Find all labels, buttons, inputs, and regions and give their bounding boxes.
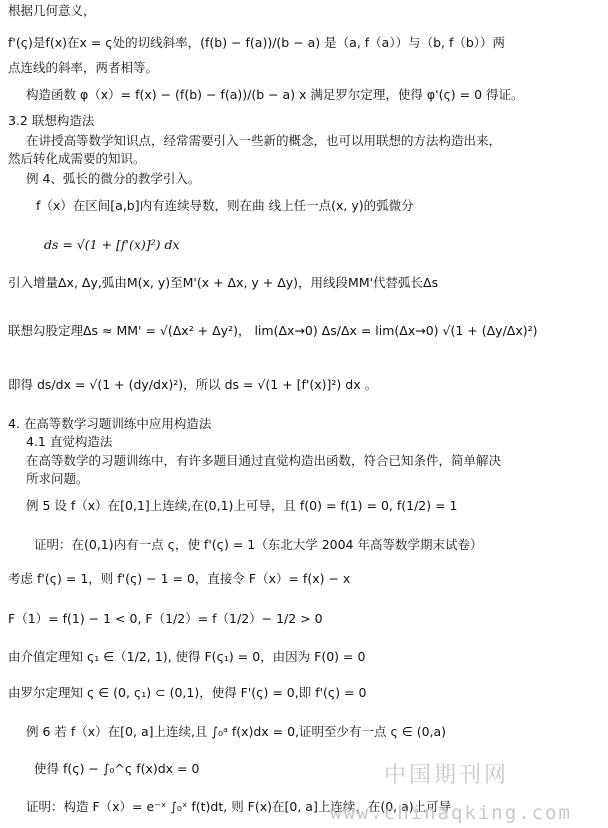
text-line: 在高等数学的习题训练中，有许多题目通过直觉构造出函数，符合已知条件，简单解决 bbox=[26, 453, 502, 468]
text-line: 例 4、弧长的微分的教学引入。 bbox=[26, 171, 201, 186]
text-line: 由罗尔定理知 ς ∈ (0, ς₁) ⊂ (0,1)，使得 F'(ς) = 0,即 f'(ς) = 0 bbox=[8, 685, 367, 700]
text-line: 例 5 设 f（x）在[0,1]上连续,在(0,1)上可导，且 f(0) = f(1) = 0, f(1/2) = 1 bbox=[26, 498, 458, 513]
formula-line: 即得 ds/dx = √(1 + (dy/dx)²)，所以 ds = √(1 + [f'(x)]²) dx 。 bbox=[8, 377, 378, 392]
watermark-logo-text: 中国期刊网 bbox=[384, 763, 510, 788]
formula-line: ds = √(1 + [f'(x)]²) dx bbox=[44, 237, 180, 252]
text-line: 点连线的斜率，两者相等。 bbox=[8, 60, 159, 75]
text-line: 证明：构造 F（x）= e⁻ˣ ∫₀ˣ f(t)dt, 则 F(x)在[0, a]上连续，在(0, a)上可导 bbox=[26, 799, 452, 814]
section-heading: 3.2 联想构造法 bbox=[8, 113, 95, 128]
text-line: 在讲授高等数学知识点，经常需要引入一些新的概念，也可以用联想的方法构造出来， bbox=[26, 133, 502, 148]
text-line: 证明：在(0,1)内有一点 ς，使 f'(ς) = 1（东北大学 2004 年高等数学期末试卷） bbox=[34, 537, 483, 552]
text-line: 根据几何意义， bbox=[8, 3, 96, 18]
text-line: f'(ς)是f(x)在x = ς处的切线斜率，(f(b) − f(a))/(b − a) 是（a, f（a））与（b, f（b））两 bbox=[8, 35, 506, 50]
text-line: f（x）在区间[a,b]内有连续导数，则在曲 线上任一点(x, y)的弧微分 bbox=[36, 198, 414, 213]
section-heading: 4. 在高等数学习题训练中应用构造法 bbox=[8, 416, 212, 431]
text-line: 然后转化成需要的知识。 bbox=[8, 151, 146, 166]
text-line: 由介值定理知 ς₁ ∈（1/2, 1), 使得 F(ς₁) = 0，由因为 F(0) = 0 bbox=[8, 649, 366, 664]
text-line: 构造函数 φ（x）= f(x) − (f(b) − f(a))/(b − a) x 满足罗尔定理，使得 φ'(ς) = 0 得证。 bbox=[26, 87, 524, 102]
section-heading: 4.1 直觉构造法 bbox=[26, 434, 113, 449]
text-line: 引入增量Δx, Δy,弧由M(x, y)至M'(x + Δx, y + Δy)，用线段MM'代替弧长Δs bbox=[8, 275, 439, 290]
text-line: 例 6 若 f（x）在[0, a]上连续,且 ∫₀ᵃ f(x)dx = 0,证明至少有一点 ς ∈ (0,a) bbox=[26, 724, 447, 739]
text-line: 所求问题。 bbox=[26, 471, 89, 486]
formula-line: 联想勾股定理Δs ≈ MM' = √(Δx² + Δy²)， lim(Δx→0) Δs/Δx = lim(Δx→0) √(1 + (Δy/Δx)²) bbox=[8, 323, 538, 338]
formula-line: F（1）= f(1) − 1 < 0, F（1/2）= f（1/2）− 1/2 > 0 bbox=[8, 611, 323, 626]
formula-line: 使得 f(ς) − ∫₀^ς f(x)dx = 0 bbox=[34, 761, 200, 776]
text-line: 考虑 f'(ς) = 1，则 f'(ς) − 1 = 0，直接令 F（x）= f(x) − x bbox=[8, 571, 351, 586]
watermark-url: www.chinaqking.com bbox=[330, 802, 572, 824]
